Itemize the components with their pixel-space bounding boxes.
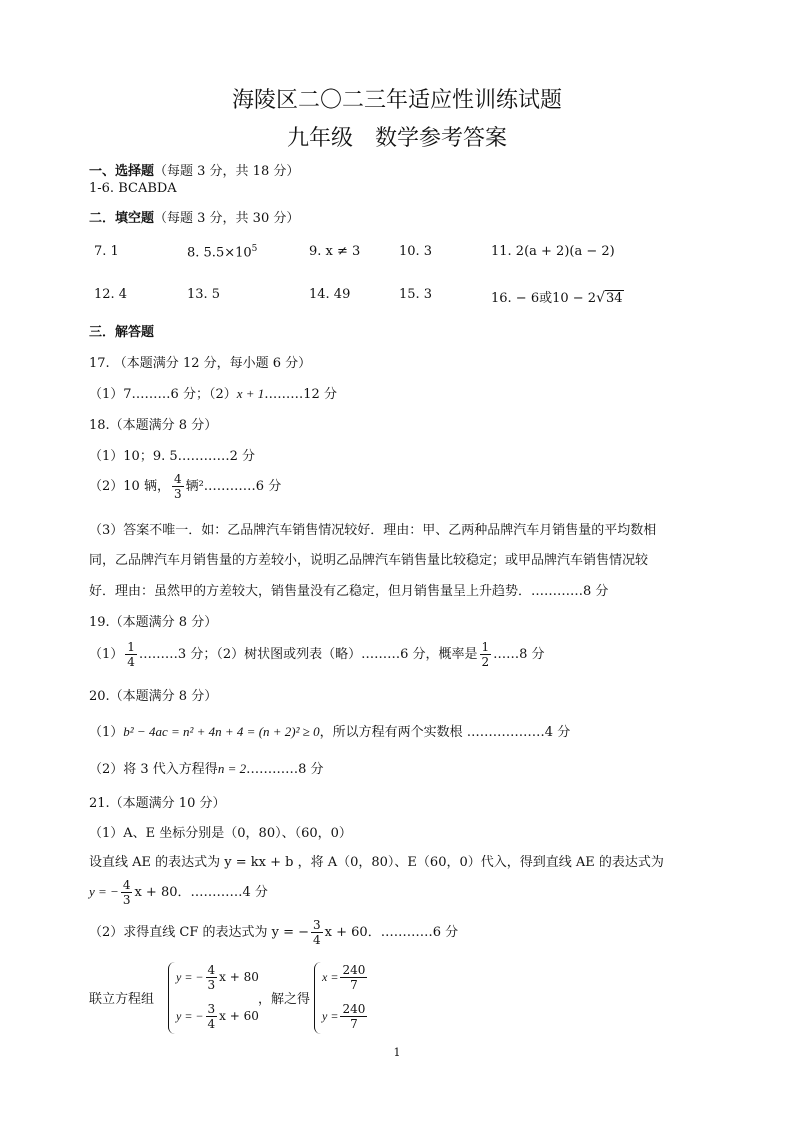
answer-9: 9. x ≠ 3 bbox=[309, 244, 361, 259]
q19-score: ……8 分 bbox=[493, 647, 545, 662]
q20-discriminant: b² − 4ac = n² + 4n + 4 = (n + 2)² ≥ 0 bbox=[123, 724, 320, 739]
solution-x: x = $\frac{240}{7}$ bbox=[322, 963, 366, 992]
solution-y-fraction: $\frac{240}{7}$ bbox=[342, 1002, 366, 1031]
section-1-heading bbox=[89, 160, 299, 179]
q20-part1 bbox=[89, 721, 570, 740]
q21-part2-line1 bbox=[89, 918, 458, 947]
q21-solve-label: ，解之得 bbox=[258, 992, 311, 1007]
answer-12: 12. 4 bbox=[94, 287, 128, 302]
q20-part1-text: ，所以方程有两个实数根 ………………4 分 bbox=[319, 725, 571, 740]
q21-cf-rhs: x + 60．…………6 分 bbox=[324, 925, 459, 940]
q20-heading: 20.（本题满分 8 分） bbox=[89, 689, 218, 704]
q18-part3-line1: （3）答案不唯一．如：乙品牌汽车销售情况较好．理由：甲、乙两种品牌汽车月销售量的平均数相 bbox=[89, 523, 657, 538]
q18-part3-line2: 同，乙品牌汽车月销售量的方差较小，说明乙品牌汽车销售量比较稳定；或甲品牌汽车销售情况较 bbox=[89, 553, 649, 568]
system-equation-1: y = − $\frac{4}{3}$ x + 80 bbox=[176, 963, 259, 992]
section-1-note: （每题 3 分，共 18 分） bbox=[154, 164, 300, 179]
q19-middle: ………3 分；（2）树状图或列表（略）………6 分，概率是 bbox=[138, 647, 478, 662]
page-number: 1 bbox=[393, 1046, 401, 1059]
q21-cf-lhs: （2）求得直线 CF 的表达式为 y = − bbox=[89, 925, 310, 940]
answer-10: 10. 3 bbox=[399, 244, 433, 259]
q19-fraction-1: $\frac{1}{4}$ bbox=[127, 640, 135, 669]
section-2-note: （每题 3 分，共 30 分） bbox=[154, 211, 300, 226]
q18-fraction: $\frac{4}{3}$ bbox=[173, 472, 182, 501]
q21-ae-fraction: $\frac{4}{3}$ bbox=[122, 878, 131, 907]
answer-14: 14. 49 bbox=[309, 287, 351, 302]
q20-part2-score: …………8 分 bbox=[246, 762, 324, 777]
section-1-label: 一、选择题 bbox=[89, 164, 155, 179]
q18-part2-score: 辆²…………6 分 bbox=[185, 479, 282, 494]
system-eq2-fraction: $\frac{3}{4}$ bbox=[207, 1002, 216, 1031]
q17-score: ………12 分 bbox=[264, 387, 337, 402]
q20-part2-label: （2）将 3 代入方程得 bbox=[89, 762, 218, 777]
section-2-label: 二．填空题 bbox=[89, 211, 155, 226]
answer-7: 7. 1 bbox=[94, 244, 119, 259]
q17-expression: x + 1 bbox=[236, 386, 265, 401]
q19-fraction-2: $\frac{1}{2}$ bbox=[481, 640, 490, 669]
answer-16-text: 16. − 6或10 − 2 bbox=[491, 291, 597, 306]
title-line-2: 九年级 数学参考答案 bbox=[286, 126, 507, 151]
answer-15: 15. 3 bbox=[399, 287, 433, 302]
q17-heading: 17. （本题满分 12 分，每小题 6 分） bbox=[89, 356, 312, 371]
q20-part1-label: （1） bbox=[89, 725, 124, 740]
q21-part1-line2: 设直线 AE 的表达式为 y = kx + b ，将 A（0，80）、E（60，0）代入，得到直线 AE 的表达式为 bbox=[89, 855, 664, 870]
q18-part2-label: （2）10 辆， bbox=[89, 479, 170, 494]
q18-part1: （1）10；9. 5…………2 分 bbox=[89, 449, 256, 464]
answer-8-exponent: 5 bbox=[251, 244, 258, 254]
q21-part1-line3 bbox=[89, 878, 268, 907]
section-2-heading bbox=[89, 207, 299, 226]
title-line-1: 海陵区二〇二三年适应性训练试题 bbox=[231, 88, 562, 113]
q21-ae-lhs: y = − bbox=[89, 884, 119, 899]
answer-16: 16. − 6或10 − 2√34 bbox=[491, 290, 623, 306]
system-equation-2: y = − $\frac{3}{4}$ x + 60 bbox=[176, 1002, 259, 1031]
q17-answer bbox=[89, 383, 337, 402]
answer-8-base: 8. 5.5×10 bbox=[187, 245, 252, 261]
q18-heading: 18.（本题满分 8 分） bbox=[89, 418, 218, 433]
section-3-heading: 三．解答题 bbox=[89, 325, 155, 340]
system-eq1-fraction: $\frac{4}{3}$ bbox=[207, 963, 216, 992]
answer-16-radicand: 34 bbox=[606, 291, 623, 306]
q21-cf-fraction: $\frac{3}{4}$ bbox=[313, 918, 321, 947]
solution-x-fraction: $\frac{240}{7}$ bbox=[342, 963, 366, 992]
q21-part1-line1: （1）A、E 坐标分别是（0，80）、（60，0） bbox=[89, 826, 352, 841]
q20-part2-expression: n = 2 bbox=[217, 761, 247, 776]
q20-part2 bbox=[89, 758, 324, 777]
q18-part3-line3: 好．理由：虽然甲的方差较大，销售量没有乙稳定，但月销售量呈上升趋势．…………8 分 bbox=[89, 584, 609, 599]
q21-ae-rhs: x + 80．…………4 分 bbox=[134, 885, 268, 900]
q21-system-label: 联立方程组 bbox=[89, 992, 155, 1007]
q21-heading: 21.（本题满分 10 分） bbox=[89, 796, 226, 811]
q18-part2 bbox=[89, 472, 281, 501]
solution-brace bbox=[314, 962, 321, 1034]
q19-part1-label: （1） bbox=[89, 647, 124, 662]
system-brace bbox=[168, 962, 175, 1034]
q19-answer bbox=[89, 640, 545, 669]
q19-heading: 19.（本题满分 8 分） bbox=[89, 615, 218, 630]
answer-13: 13. 5 bbox=[187, 287, 221, 302]
solution-y: y = $\frac{240}{7}$ bbox=[322, 1002, 366, 1031]
answer-8 bbox=[187, 244, 257, 260]
answer-11: 11. 2(a + 2)(a − 2) bbox=[491, 244, 615, 259]
q17-part1: （1）7………6 分；（2） bbox=[89, 387, 237, 402]
section-1-answers: 1-6. BCABDA bbox=[89, 181, 177, 196]
